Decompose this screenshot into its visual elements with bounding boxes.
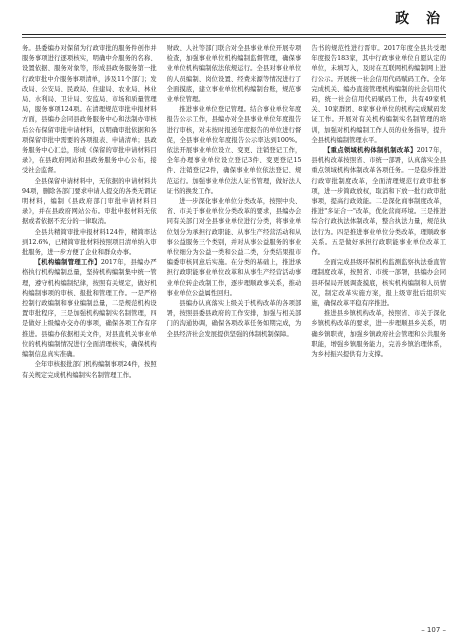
header-rule (22, 34, 446, 35)
paragraph: 推进县乡镇机构改革，按照省、市关于深化乡镇机构改革的要求，进一步理顺县乡关系，明确乡镇职责，加强乡镇政府社会管理和公共服务职能，增强乡镇服务能力，完善乡镇治理体系，为乡村振兴提供有力支撑。 (311, 310, 447, 359)
page-number: – 107 – (421, 626, 446, 634)
paragraph: 全县共精简审批申报材料124件，精简率达到12.6%，已精简审批材料按照项目清单纳入审批服务，进一步方便了企业和群众办事。 (22, 228, 157, 257)
header-rule-thin (22, 37, 446, 38)
paragraph: 全年审核报批部门机构编制事项24件，按照有关规定完成机构编制实名制管理工作。 (22, 361, 157, 379)
paragraph-with-heading (311, 146, 446, 258)
paragraph: 告书的规范性进行晋审。2017年度全县共受理年度报告183家，其中行政事业单位自愿认定的单位，未填写入，及时在互联网机构编制网上进行公示。开展统一社会信用代码赋码工作。全年完成机关、编办直接管理机构编制的社会信用代码，统一社会信用代码赋码工作，共有49家机关、10家群团、8家事业单位的机构完成赋码发证工作。开展对有关机构编制实名制管理的培训，加强对机构编制工作人员的业务指导，提升全县机构编制管理水平。 (311, 45, 447, 144)
paragraph: 务。县委编办对保留为行政审批的服务件创作并服务事项进行逐项核实，明确中介服务的名称、设置依据、服务对象等，形成县政务服务第一批行政审批中介服务事项清单，涉及11个部门；发改局、公安局、民政局、住建局、农业局、林业局、水利局、卫计局、安监局、市场和质量管理局，服务事项124项。在清理规范审批申报材料方面，县编办会同县政务服务中心和法制办审核后公布保留审批申请材料，以明确审批依据和各项保留审批中需要的各项报表、申请清单；县政务服务中心汇总，形成《保留的审批申请材料目录》，在县政府网站和县政务服务中心公布，接受社会监督。 (22, 45, 157, 175)
paragraph: 财政、人社等部门联合对全县事业单位开展专项检查，加强事业单位机构编制监督管理，确保事业单位机构编制依法依规运行。全县对事业单位的人员编制、岗位设置、经费来源等情况进行了全面摸底，建立事业单位机构编制台账，规范事业单位管理。 (166, 45, 302, 104)
column-2 (167, 44, 302, 606)
text-columns (22, 44, 446, 606)
page-header (395, 8, 446, 34)
paragraph-text: 2017年，县编办严格执行机构编制总量，坚持机构编制集中统一管理，遵守机构编制纪律，按照有关规定，做好机构编制事项的审核、报批和管理工作。一是严格控制行政编制和事业编制总量，二是规范机构设置审批程序，三是加强机构编制实名制管理，四是做好上级编办交办的事项，确保各项工作有序推进。县编办依据相关文件，对县直机关事业单位的机构编制情况进行全面清理核实，确保机构编制信息真实准确。 (22, 259, 157, 359)
paragraph: 推进事业单位登记管理。结合事业单位年度报告公示工作，县编办对全县事业单位年度报告进行审核，对未按时报送年度报告的单位进行督促，全县事业单位年度报告公示率达到100%。依法开展事业单位设立、变更、注销登记工作，全年办理事业单位设立登记3件、变更登记15件、注销登记2件，确保事业单位依法登记、规范运行。加强事业单位法人证书管理，做好法人证书的换发工作。 (166, 106, 302, 195)
paragraph: 进一步深化事业单位分类改革，按照中央、省、市关于事业单位分类改革的要求，县编办会同有关部门对全县事业单位进行分类，将事业单位划分为承担行政职能、从事生产经营活动和从事公益服务三个类别，并对从事公益服务的事业单位细分为公益一类和公益二类，分类结果报市编委审核同意后实施。在分类的基础上，推进承担行政职能事业单位改革和从事生产经营活动事业单位转企改制工作，逐步理顺政事关系，推动事业单位公益属性回归。 (166, 198, 302, 297)
paragraph: 县编办认真落实上级关于机构改革的各项部署，按照县委县政府的工作安排，加强与相关部门的沟通协调，确保各项改革任务如期完成，为全县经济社会发展提供坚强的体制机制保障。 (166, 300, 302, 338)
paragraph-text: 2017年，县机构改革按照省、市统一部署，认真落实全县重点领域机构体制改革各项任务。一是稳步推进行政审批制度改革，全面清理规范行政审批事项，进一步简政放权，取消和下放一批行政审批事项，提高行政效能。二是深化商事制度改革，推进"多证合一"改革，优化营商环境。三是推进综合行政执法体制改革，整合执法力量，规范执法行为。四是推进事业单位分类改革，理顺政事关系。五是做好承担行政职能事业单位改革工作。 (311, 147, 447, 257)
paragraph: 全面完成县级环保机构监测监察执法垂直管理制度改革，按照省、市统一部署，县编办会同县环保局开展调查摸底，核实机构编制和人员情况，制定改革实施方案，报上级审批后组织实施，确保改革平稳有序推进。 (311, 259, 447, 308)
section-heading: 【机构编制管理工作】 (34, 259, 101, 267)
column-3 (311, 44, 446, 606)
paragraph-with-heading (22, 258, 157, 360)
paragraph: 全县保留申请材料中，无依据的申请材料共94项，删除各部门要求申请人提交的各类无谓证明材料，编制《县政府部门审批申请材料目录》，并在县政府网站公布。审批申报材料无依据或者依据不充分的一律取消。 (22, 177, 157, 226)
column-1 (22, 44, 157, 606)
section-title: 政 治 (395, 11, 446, 27)
section-heading: 【重点领域机构体制机制改革】 (323, 147, 417, 155)
